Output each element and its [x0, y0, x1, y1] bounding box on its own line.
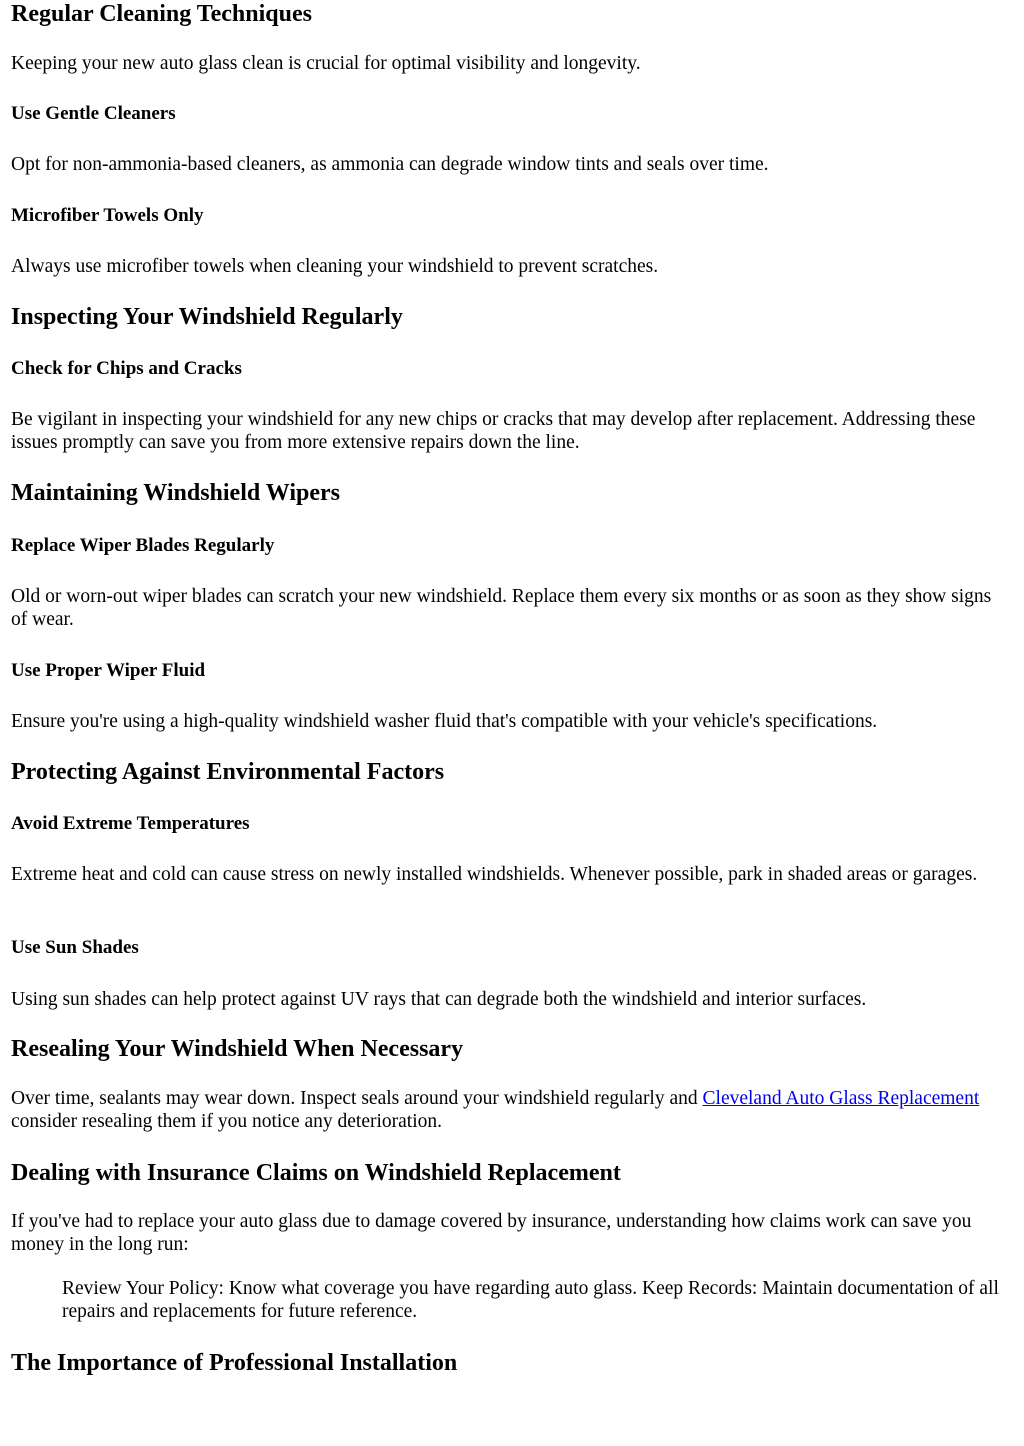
paragraph-microfiber: Always use microfiber towels when cleaning your windshield to prevent scratches. — [11, 256, 659, 277]
paragraph-sun-shades: Using sun shades can help protect against UV rays that can degrade both the windshield and interior surfaces. — [11, 989, 867, 1010]
paragraph-chips-cracks: Be vigilant in inspecting your windshield for any new chips or cracks that may develop after replacement. Addressing these issues promptly can save you from more extensive repairs down the line. — [11, 409, 976, 453]
subheading-gentle-cleaners: Use Gentle Cleaners — [11, 103, 176, 124]
heading-insurance: Dealing with Insurance Claims on Windshield Replacement — [11, 1160, 621, 1186]
paragraph-gentle-cleaners: Opt for non-ammonia-based cleaners, as ammonia can degrade window tints and seals over time. — [11, 154, 769, 175]
heading-wipers: Maintaining Windshield Wipers — [11, 480, 341, 506]
paragraph-wiper-blades: Old or worn-out wiper blades can scratch your new windshield. Replace them every six months or as soon as they show signs of wear. — [11, 586, 992, 630]
heading-resealing: Resealing Your Windshield When Necessary — [11, 1036, 464, 1062]
subheading-wiper-fluid: Use Proper Wiper Fluid — [11, 660, 206, 681]
resealing-text-after: consider resealing them if you notice any deterioration. — [11, 1111, 443, 1132]
subheading-wiper-blades: Replace Wiper Blades Regularly — [11, 535, 275, 556]
resealing-text-before: Over time, sealants may wear down. Inspect seals around your windshield regularly and — [11, 1088, 703, 1109]
insurance-tips-quote: Review Your Policy: Know what coverage you have regarding auto glass. Keep Records: Maintain documentation of all repairs and replacements for future reference. — [62, 1278, 999, 1322]
heading-environment: Protecting Against Environmental Factors — [11, 759, 445, 785]
subheading-temperatures: Avoid Extreme Temperatures — [11, 813, 250, 834]
paragraph-insurance: If you've had to replace your auto glass due to damage covered by insurance, understanding how claims work can save you money in the long run: — [11, 1211, 972, 1255]
paragraph-wiper-fluid: Ensure you're using a high-quality windshield washer fluid that's compatible with your vehicle's specifications. — [11, 711, 878, 732]
subheading-sun-shades: Use Sun Shades — [11, 937, 139, 958]
subheading-chips-cracks: Check for Chips and Cracks — [11, 358, 242, 379]
heading-regular-cleaning: Regular Cleaning Techniques — [11, 1, 312, 27]
cleveland-auto-glass-link[interactable]: Cleveland Auto Glass Replacement — [702, 1088, 980, 1109]
paragraph-cleaning-intro: Keeping your new auto glass clean is crucial for optimal visibility and longevity. — [11, 53, 641, 74]
heading-inspecting: Inspecting Your Windshield Regularly — [11, 304, 403, 330]
heading-professional-installation: The Importance of Professional Installation — [11, 1350, 458, 1376]
subheading-microfiber: Microfiber Towels Only — [11, 205, 204, 226]
paragraph-temperatures: Extreme heat and cold can cause stress on newly installed windshields. Whenever possible, park in shaded areas or garages. — [11, 864, 978, 885]
paragraph-resealing — [11, 1087, 1011, 1133]
